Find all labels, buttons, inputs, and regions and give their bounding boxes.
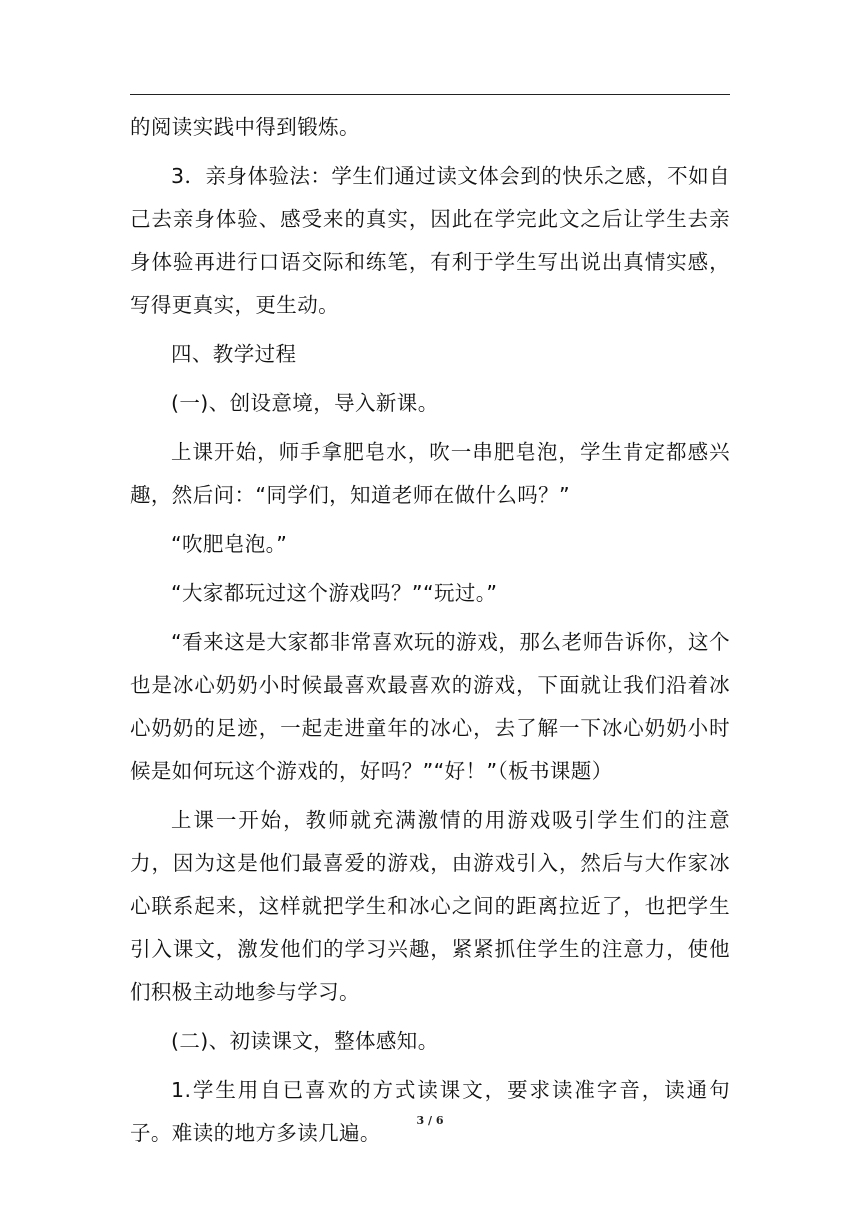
subsection-heading: (二)、初读课文，整体感知。 [171, 1029, 439, 1053]
paragraph: 上课开始，师手拿肥皂水，吹一串肥皂泡，学生肯定都感兴趣，然后问：“同学们，知道老师在做什么吗？” [130, 440, 730, 507]
paragraph: 1.学生用自已喜欢的方式读课文，要求读准字音，读通句子。难读的地方多读几遍。 [130, 1078, 730, 1145]
document-body [130, 106, 730, 1155]
header-rule [130, 94, 730, 95]
subsection-heading: (一)、创设意境，导入新课。 [171, 391, 439, 415]
page-number: 3 / 6 [416, 1114, 444, 1127]
paragraph: 3．亲身体验法：学生们通过读文体会到的快乐之感，不如自己去亲身体验、感受来的真实，因此在学完此文之后让学生去亲身体验再进行口语交际和练笔，有利于学生写出说出真情实感，写得更真实，更生动。 [130, 164, 730, 317]
paragraph: 上课一开始，教师就充满激情的用游戏吸引学生们的注意力，因为这是他们最喜爱的游戏，由游戏引入，然后与大作家冰心联系起来，这样就把学生和冰心之间的距离拉近了，也把学生引入课文，激发他们的学习兴趣，紧紧抓住学生的注意力，使他们积极主动地参与学习。 [130, 808, 730, 1004]
section-heading: 四、教学过程 [171, 342, 297, 366]
paragraph: 的阅读实践中得到锻炼。 [130, 115, 360, 139]
paragraph: “吹肥皂泡。” [171, 532, 288, 556]
paragraph: “大家都玩过这个游戏吗？”“玩过。” [171, 581, 498, 605]
paragraph: “看来这是大家都非常喜欢玩的游戏，那么老师告诉你，这个也是冰心奶奶小时候最喜欢最喜欢的游戏，下面就让我们沿着冰心奶奶的足迹，一起走进童年的冰心，去了解一下冰心奶奶小时候是如何玩这个游戏的，好吗？”“好！”（板书课题） [130, 630, 730, 783]
